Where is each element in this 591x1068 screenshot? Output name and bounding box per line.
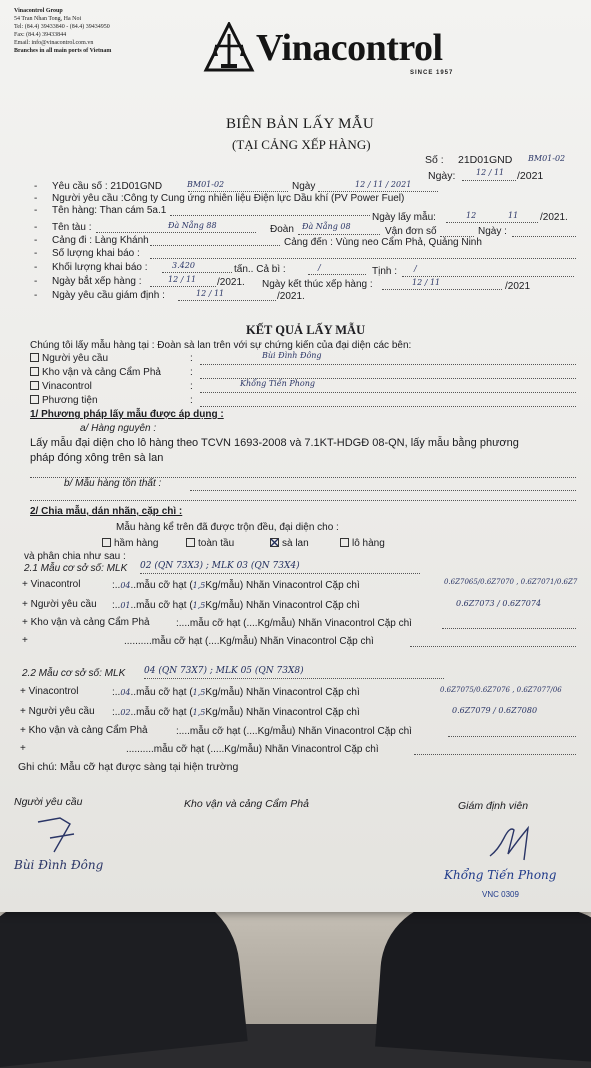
- section-1-title: 1/ Phương pháp lấy mẫu được áp dụng :: [30, 409, 224, 420]
- section-1a-title: a/ Hàng nguyên :: [80, 423, 157, 434]
- s21-row-kho-van: + Kho vận và cảng Cẩm Phả: [22, 617, 150, 628]
- so-luong-khai-bao: Số lượng khai báo :: [52, 248, 140, 259]
- left-signature-scribble: [30, 812, 86, 856]
- s22-row-vinacontrol: + Vinacontrol: [20, 686, 79, 697]
- sig-left-name: Bùi Đình Đông: [14, 858, 104, 872]
- khoi-luong-label: Khối lượng khai báo :: [52, 262, 148, 273]
- ngay-lay-mau-year: /2021.: [540, 212, 568, 223]
- party-kho-van: Kho vận và cảng Cẩm Phả :: [30, 367, 161, 378]
- s21-label: 2.1 Mẫu cơ sở số: MLK: [24, 563, 128, 574]
- ngay-bat-dau-label: Ngày bắt xếp hàng :: [52, 276, 142, 287]
- van-don-ngay: Ngày :: [478, 226, 507, 237]
- s21-vc-qty: 04: [120, 581, 131, 590]
- sig-right-label: Giám định viên: [458, 800, 529, 812]
- company-group: Vinacontrol Group: [14, 8, 63, 14]
- scales-logo-icon: [203, 22, 255, 74]
- ngay-bat-dau-year: /2021.: [217, 277, 245, 288]
- ngay-ket-thuc-label: Ngày kết thúc xếp hàng :: [262, 279, 373, 290]
- party-vinacontrol-hand: Khổng Tiến Phong: [240, 379, 315, 388]
- s22-nyc-qty: 02: [120, 708, 131, 717]
- ngay-ket-thuc-hand: 12 / 11: [412, 278, 441, 287]
- ngay-label: Ngày:: [428, 170, 456, 182]
- ten-hang-label: Tên hàng: Than cám 5a.1: [52, 205, 167, 216]
- company-branches: Branches in all main ports of Vietnam: [14, 48, 112, 54]
- van-don-label: Vận đơn số: [385, 226, 437, 237]
- doan-label: Đoàn: [270, 224, 294, 235]
- company-fax: Fax: (84.4) 39433844: [14, 32, 67, 38]
- s21-row-other: +: [22, 635, 28, 646]
- s22-hand: 04 (QN 73X7) ; MLK 05 (QN 73X8): [144, 666, 304, 676]
- khoi-luong-hand: 3.420: [172, 261, 195, 270]
- ngay-ket-thuc-year: /2021: [505, 281, 531, 292]
- document-title: BIÊN BẢN LẤY MẪU: [226, 116, 374, 132]
- so-hand: BM01-02: [528, 154, 566, 163]
- s22-row-other: +: [20, 743, 26, 754]
- s21-nyc-qty: 01: [120, 601, 131, 610]
- s22-vc-qty: 04: [120, 688, 131, 697]
- ngay-lay-mau-m: 11: [508, 211, 519, 220]
- section-2-title: 2/ Chia mẫu, dán nhãn, cặp chì :: [30, 506, 183, 517]
- ngay-giam-dinh-label: Ngày yêu cầu giám định :: [52, 290, 165, 301]
- party-nguoi-yeu-cau: Người yêu cầu :: [30, 353, 108, 364]
- option-sa-lan-checked[interactable]: sà lan: [270, 538, 309, 549]
- company-address: 54 Tran Nhan Tong, Ha Noi: [14, 16, 82, 22]
- sig-left-label: Người yêu cầu: [14, 796, 83, 808]
- right-shoe: [375, 897, 591, 1063]
- section-1a-text-1: Lấy mẫu đại diện cho lô hàng theo TCVN 1693-2008 và 7.1KT-HDGĐ 08-QN, lấy mẫu bằng phương: [30, 437, 519, 449]
- cang-den: Cảng đến : Vùng neo Cẩm Phả, Quảng Ninh: [284, 237, 482, 248]
- s22-vc-seal: 0.6Z7075/0.6Z7076 , 0.6Z7077/06: [440, 686, 562, 694]
- ghi-chu: Ghi chú: Mẫu cỡ hạt được sàng tại hiện trường: [18, 761, 239, 773]
- logo-since: SINCE 1957: [410, 70, 454, 76]
- ngay-lay-mau-d: 12: [466, 211, 477, 220]
- option-ham-hang[interactable]: hầm hàng: [102, 538, 158, 549]
- s22-row-nguoi-yeu-cau: + Người yêu cầu: [20, 706, 95, 717]
- company-tel: Tel: (84.4) 39433840 - (84.4) 39434950: [14, 24, 110, 30]
- cang-di: Cảng đi : Làng Khánh: [52, 235, 149, 246]
- so-label: Số :: [425, 154, 444, 166]
- section-1a-text-2: pháp đóng xông trên sà lan: [30, 452, 164, 464]
- s22-nyc-seal: 0.6Z7079 / 0.6Z7080: [452, 706, 538, 715]
- s21-row-vinacontrol: + Vinacontrol: [22, 579, 81, 590]
- sig-mid-label: Kho vận và cảng Cẩm Phả: [184, 798, 309, 810]
- tinh-hand: /: [414, 264, 417, 273]
- s21-nyc-seal: 0.6Z7073 / 0.6Z7074: [456, 599, 542, 608]
- nguoi-yeu-cau-line: Người yêu cầu :Công ty Cung ứng nhiên liệu Điện lực Dầu khí (PV Power Fuel): [52, 193, 405, 204]
- s22-row-kho-van: + Kho vận và cảng Cẩm Phả: [20, 725, 148, 736]
- ngay-giam-dinh-year: /2021.: [277, 291, 305, 302]
- ten-tau-label: Tên tàu :: [52, 222, 92, 233]
- s22-nyc-kg: 1,5: [192, 708, 206, 717]
- result-intro: Chúng tôi lấy mẫu hàng tại : Đoàn sà lan trên với sự chứng kiến của đại diện các bên:: [30, 340, 412, 351]
- doan-hand: Đà Nẵng 08: [302, 222, 351, 231]
- sig-right-code: VNC 0309: [482, 890, 519, 899]
- sig-right-name: Khổng Tiến Phong: [444, 868, 557, 882]
- section-1b-title: b/ Mẫu hàng tồn thất :: [64, 478, 162, 489]
- ngay-year: /2021: [517, 170, 544, 182]
- s21-hand: 02 (QN 73X3) ; MLK 03 (QN 73X4): [140, 561, 300, 571]
- document-subtitle: (TẠI CẢNG XẾP HÀNG): [232, 137, 371, 152]
- s21-vc-kg: 1,5: [192, 581, 206, 590]
- logo-text: Vinacontrol: [256, 27, 443, 69]
- section-2-text: Mẫu hàng kể trên đã được trộn đều, đại diện cho :: [116, 522, 339, 533]
- ngay-bat-dau-hand: 12 / 11: [168, 275, 197, 284]
- party-phuong-tien: Phương tiện :: [30, 395, 98, 406]
- option-lo-hang[interactable]: lô hàng: [340, 538, 385, 549]
- document-page: Vinacontrol Group 54 Tran Nhan Tong, Ha Noi Tel: (84.4) 39433840 - (84.4) 39434950 Fax: (84.4) 39433844 Email: info@vinacontrol.com.vn Branches in all main ports of Vietnam Vinacontrol SINCE 1957 BIÊN BẢN LẤY MẪU (TẠI CẢNG XẾP HÀNG) Số : 21D01GND BM01-02 Ngày: 12 / 11 /2021 - Yêu cầu số : 21D01GND BM01-02 Ngày 12 / 11 / 2021 - Người yêu cầu :Công ty Cung ứng nhiên liệu Điện lực Dầu khí (PV Power Fuel) - Tên hàng: Than cám 5a.1 Ngày lấy mẫu: 12 11 /2021. - Tên tàu : Đà Nẵng 88 Đoàn Đà Nẵng 08 Vận đơn số Ngày : - Cảng đi : Làng Khánh Cảng đến : Vùng neo Cẩm Phả, Quảng Ninh - Số lượng khai báo : - Khối lượng khai báo : 3.420 tấn.. Cả bì : / Tịnh : / - Ngày bắt xếp hàng : 12 / 11 /2021. Ngày kết thúc xếp hàng : 12 / 11 /2021 - Ngày yêu cầu giám định : 12 / 11 /2021. KẾT QUẢ LẤY MẪU Chúng tôi lấy mẫu hàng tại : Đoàn sà lan trên với sự chứng kiến của đại diện các bên: Người yêu cầu : Bùi Đình Đông Kho vận và cảng Cẩm Phả : Vinacontrol : Khổng Tiến Phong Phương tiện : 1/ Phương pháp lấy mẫu được áp dụng : a/ Hàng nguyên : Lấy mẫu đại diện cho lô hàng theo TCVN 1693-2008 và 7.1KT-HDGĐ 08-QN, lấy mẫu bằng phương pháp đóng xông trên sà lan b/ Mẫu hàng tồn thất : 2/ Chia mẫu, dán nhãn, cặp chì : Mẫu hàng kể trên đã được trộn đều, đại diện cho : hầm hàng toàn tầu sà lan lô hàng và phân chia như sau : 2.1 Mẫu cơ sở số: MLK 02 (QN 73X3) ; MLK 03 (QN 73X4) + Vinacontrol :..04..mẫu cỡ hạt (1,5Kg/mẫu) Nhãn Vinacontrol Cặp chì 0.6Z7065/0.6Z7070 , 0.6Z7071/0.6Z7 + Người yêu cầu :..01..mẫu cỡ hạt (1,5Kg/mẫu) Nhãn Vinacontrol Cặp chì 0.6Z7073 / 0.6Z7074 + Kho vận và cảng Cẩm Phả :....mẫu cỡ hạt (....Kg/mẫu) Nhãn Vinacontrol Cặp chì + ..........mẫu cỡ hạt (....Kg/mẫu) Nhãn Vinacontrol Cặp chì 2.2 Mẫu cơ sở số: MLK 04 (QN 73X7) ; MLK 05 (QN 73X8) + Vinacontrol :..04..mẫu cỡ hạt (1,5Kg/mẫu) Nhãn Vinacontrol Cặp chì 0.6Z7075/0.6Z7076 , 0.6Z7077/06 + Người yêu cầu :..02..mẫu cỡ hạt (1,5Kg/mẫu) Nhãn Vinacontrol Cặp chì 0.6Z7079 / 0.6Z7080 + Kho vận và cảng Cẩm Phả :....mẫu cỡ hạt (....Kg/mẫu) Nhãn Vinacontrol Cặp chì + ..........mẫu cỡ hạt (.....Kg/mẫu) Nhãn Vinacontrol Cặp chì Ghi chú: Mẫu cỡ hạt được sàng tại hiện trường Người yêu cầu Kho vận và cảng Cẩm Phả Giám định viên Bùi Đình Đông Khổng Tiến Phong VNC 0309: [0, 0, 591, 912]
- right-signature-scribble: [484, 820, 540, 866]
- tinh-label: Tịnh :: [372, 266, 398, 277]
- yeu-cau-ngay-label: Ngày: [292, 181, 316, 192]
- ngay-hand: 12 / 11: [476, 168, 505, 177]
- ca-bi-hand: /: [318, 263, 321, 272]
- company-email: Email: info@vinacontrol.com.vn: [14, 40, 94, 46]
- ngay-lay-mau-label: Ngày lấy mẫu:: [372, 212, 436, 223]
- yeu-cau-so-label: Yêu cầu số : 21D01GND: [52, 181, 163, 192]
- party-nguoi-yeu-cau-hand: Bùi Đình Đông: [262, 351, 322, 360]
- check-mark-icon: [270, 538, 279, 547]
- phan-chia-label: và phân chia như sau :: [24, 551, 126, 562]
- s21-nyc-kg: 1,5: [192, 601, 206, 610]
- khoi-luong-tan: tấn.. Cả bì :: [234, 264, 286, 275]
- ngay-giam-dinh-hand: 12 / 11: [196, 289, 225, 298]
- yeu-cau-so-hand: BM01-02: [187, 180, 225, 189]
- result-title: KẾT QUẢ LẤY MẪU: [246, 323, 366, 337]
- party-vinacontrol: Vinacontrol :: [30, 381, 92, 392]
- s21-vc-seal: 0.6Z7065/0.6Z7070 , 0.6Z7071/0.6Z7: [444, 578, 578, 586]
- s22-label: 2.2 Mẫu cơ sở số: MLK: [22, 668, 126, 679]
- so-value: 21D01GND: [458, 154, 513, 166]
- yeu-cau-ngay-hand: 12 / 11 / 2021: [355, 180, 412, 189]
- s21-row-nguoi-yeu-cau: + Người yêu cầu: [22, 599, 97, 610]
- s22-vc-kg: 1,5: [192, 688, 206, 697]
- ten-tau-hand: Đà Nẵng 88: [168, 221, 217, 230]
- option-toan-tau[interactable]: toàn tầu: [186, 538, 234, 549]
